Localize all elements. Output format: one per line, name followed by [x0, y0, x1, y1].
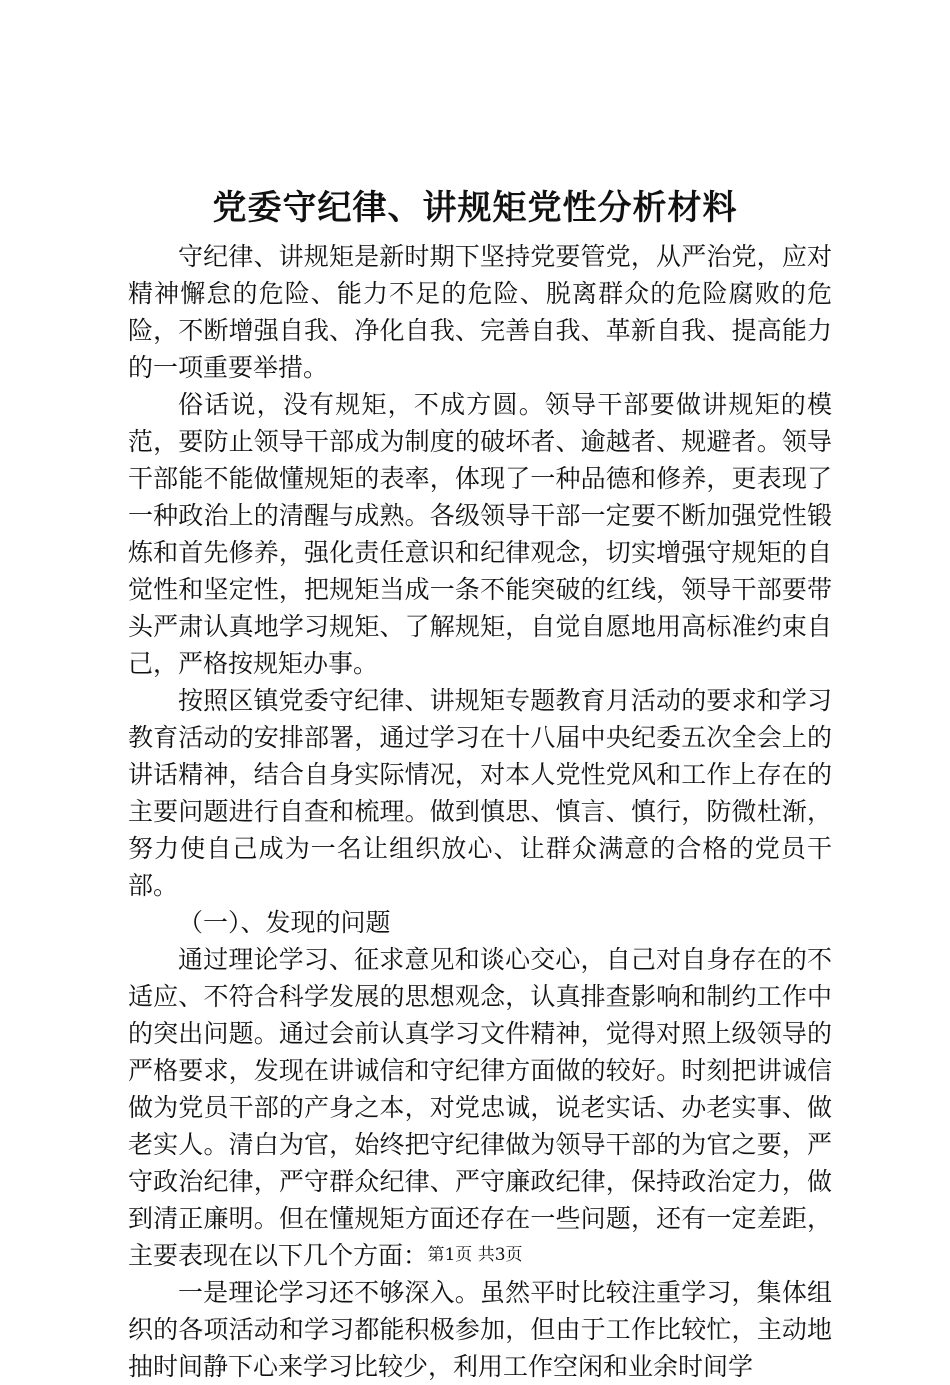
- paragraph-saying: 俗话说，没有规矩，不成方圆。领导干部要做讲规矩的模范，要防止领导干部成为制度的破坏者、逾越者、规避者。领导干部能不能做懂规矩的表率，体现了一种品德和修养，更表现了一种政治上的清醒与成熟。各级领导干部一定要不断加强党性锻炼和首先修养，强化责任意识和纪律观念，切实增强守规矩的自觉性和坚定性，把规矩当成一条不能突破的红线，领导干部要带头严肃认真地学习规矩、了解规矩，自觉自愿地用高标准约束自己，严格按规矩办事。: [128, 390, 832, 678]
- section-heading: （一）、发现的问题: [178, 908, 391, 937]
- document-title: 党委守纪律、讲规矩党性分析材料: [212, 188, 738, 228]
- paragraph-arrangement: 按照区镇党委守纪律、讲规矩专题教育月活动的要求和学习教育活动的安排部署，通过学习在十八届中央纪委五次全会上的讲话精神，结合自身实际情况，对本人党性党风和工作上存在的主要问题进行自查和梳理。做到慎思、慎言、慎行，防微杜渐，努力使自己成为一名让组织放心、让群众满意的合格的党员干部。: [128, 686, 832, 900]
- document-body: [128, 238, 832, 1385]
- page-number-footer: 第1页 共3页: [427, 1245, 523, 1265]
- paragraph-problems: 通过理论学习、征求意见和谈心交心，自己对自身存在的不适应、不符合科学发展的思想观念，认真排查影响和制约工作中的突出问题。通过会前认真学习文件精神，觉得对照上级领导的严格要求，发现在讲诚信和守纪律方面做的较好。时刻把讲诚信做为党员干部的产身之本，对党忠诚，说老实话、办老实事、做老实人。清白为官，始终把守纪律做为领导干部的为官之要，严守政治纪律，严守群众纪律、严守廉政纪律，保持政治定力，做到清正廉明。但在懂规矩方面还存在一些问题，还有一定差距，主要表现在以下几个方面：: [128, 945, 832, 1270]
- paragraph-point-one: 一是理论学习还不够深入。虽然平时比较注重学习，集体组织的各项活动和学习都能积极参加，但由于工作比较忙，主动地抽时间静下心来学习比较少，利用工作空闲和业余时间学: [128, 1278, 832, 1381]
- paragraph-intro: 守纪律、讲规矩是新时期下坚持党要管党，从严治党，应对精神懈怠的危险、能力不足的危险、脱离群众的危险腐败的危险，不断增强自我、净化自我、完善自我、革新自我、提高能力的一项重要举措。: [128, 242, 832, 382]
